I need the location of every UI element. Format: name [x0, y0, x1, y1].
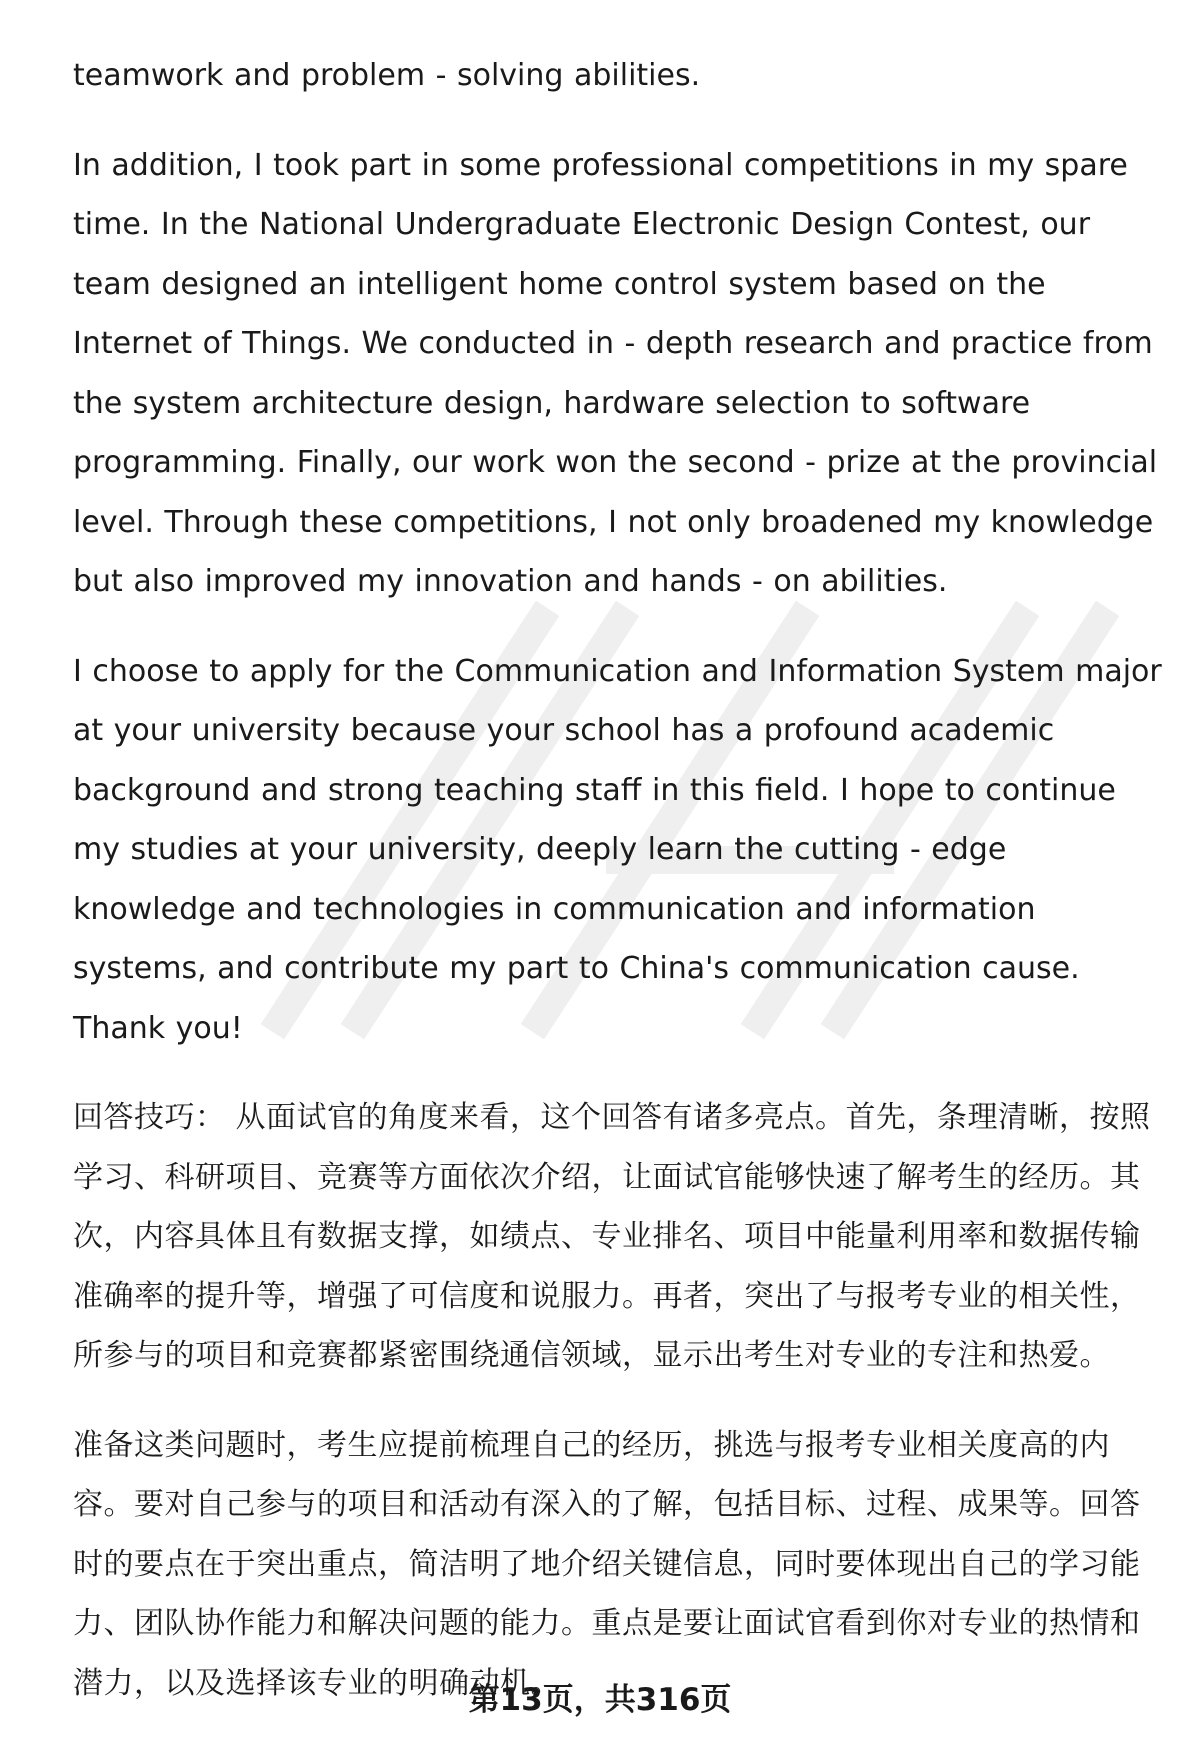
paragraph-answer-tips: 回答技巧： 从面试官的角度来看，这个回答有诸多亮点。首先，条理清晰，按照学习、科研项目、竞赛等方面依次介绍，让面试官能够快速了解考生的经历。其次，内容具体且有数据支撑，如绩点、专业排名、项目中能量利用率和数据传输准确率的提升等，增强了可信度和说服力。再者，突出了与报考专业的相关性，所参与的项目和竞赛都紧密围绕通信领域，显示出考生对专业的专注和热爱。: [73, 1100, 1151, 1373]
paragraph-teamwork: teamwork and problem - solving abilities.: [73, 58, 701, 93]
page-number-footer: 第13页，共316页: [468, 1682, 732, 1718]
paragraph-preparation: 准备这类问题时，考生应提前梳理自己的经历，挑选与报考专业相关度高的内容。要对自己参与的项目和活动有深入的了解，包括目标、过程、成果等。回答时的要点在于突出重点，简洁明了地介绍关键信息，同时要体现出自己的学习能力、团队协作能力和解决问题的能力。重点是要让面试官看到你对专业的热情和潜力，以及选择该专业的明确动机。: [73, 1427, 1141, 1701]
document-body: [73, 46, 1163, 1713]
paragraph-motivation: I choose to apply for the Communication and Information System major at your university because your school has a profound academic background and strong teaching staff in this field. I hope to continue my studies at your university, deeply learn the cutting - edge knowledge and technologies in communication and information systems, and contribute my part to China's communication cause. Thank you!: [73, 653, 1162, 1046]
paragraph-competitions: In addition, I took part in some professional competitions in my spare time. In the National Undergraduate Electronic Design Contest, our team designed an intelligent home control system based on the Internet of Things. We conducted in - depth research and practice from the system architecture design, hardware selection to software programming. Finally, our work won the second - prize at the provincial level. Through these competitions, I not only broadened my knowledge but also improved my innovation and hands - on abilities.: [73, 147, 1158, 599]
